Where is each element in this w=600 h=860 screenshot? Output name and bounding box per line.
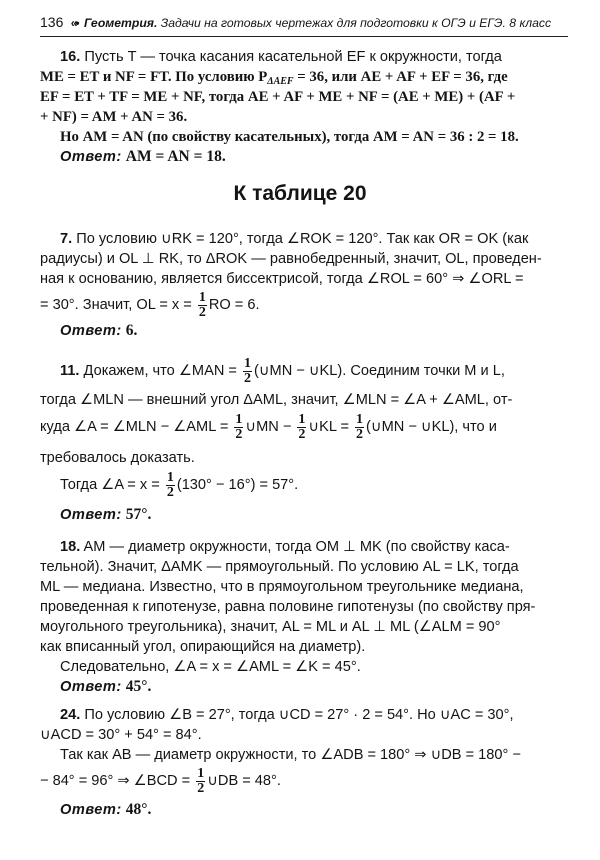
p7-line2: радиусы) и OL ⊥ RK, то ΔROK — равнобедренный, значит, OL, проведен- bbox=[40, 251, 542, 267]
problem-number: 16. bbox=[60, 49, 81, 65]
problem-number: 24. bbox=[60, 707, 81, 723]
p24-line3: Так как AB — диаметр окружности, то ∠ADB = 180° ⇒ ∪DB = 180° − bbox=[60, 747, 521, 763]
fraction: $\frac{1}{2}$ bbox=[197, 765, 205, 796]
fraction: $\frac{1}{2}$ bbox=[244, 355, 251, 386]
p18-answer: Ответ: 45°. bbox=[60, 678, 152, 695]
p16-line2: ME = ET и NF = FT. По условию $P_{\Delta AEF} = 36$, или AE + AF + EF = 36, где bbox=[40, 69, 508, 87]
p18-line1: 18. AM — диаметр окружности, тогда OM ⊥ MK (по свойству каса- bbox=[60, 539, 510, 555]
page-header bbox=[40, 14, 568, 37]
p18-line7: Следовательно, ∠A = x = ∠AML = ∠K = 45°. bbox=[60, 659, 361, 675]
fraction: $\frac{1}{2}$ bbox=[235, 411, 243, 442]
p24-answer: Ответ: 48°. bbox=[60, 801, 152, 818]
p18-line3: ML — медиана. Известно, что в прямоугольном треугольнике медиана, bbox=[40, 579, 524, 595]
p7-line1: 7. По условию ∪RK = 120°, тогда ∠ROK = 120°. Так как OR = OK (как bbox=[60, 231, 529, 247]
p24-line2: ∪ACD = 30° + 54° = 84°. bbox=[40, 727, 202, 743]
p7-line4: = 30°. Значит, OL = x = $\frac{1}{2}$ RO = 6. bbox=[40, 289, 260, 320]
p18-line4: проведенная к гипотенузе, равна половине гипотенузы (по свойству пря- bbox=[40, 599, 536, 615]
p16-line3: EF = ET + TF = ME + NF, тогда AE + AF + ME + NF = (AE + ME) + (AF + bbox=[40, 89, 516, 105]
p11-line2: тогда ∠MLN — внешний угол ΔAML, значит, ∠MLN = ∠A + ∠AML, от- bbox=[40, 392, 513, 408]
p24-line4: − 84° = 96° ⇒ ∠BCD = $\frac{1}{2}$ ∪DB = 48°. bbox=[40, 765, 281, 796]
fraction: $\frac{1}{2}$ bbox=[198, 289, 206, 320]
problem-number: 18. bbox=[60, 539, 81, 555]
p11-line3: куда ∠A = ∠MLN − ∠AML = $\frac{1}{2}$ ∪MN − $\frac{1}{2}$ ∪KL = $\frac{1}{2}$ (∪MN − ∪KL), что и bbox=[40, 411, 497, 442]
p7-line3: ная к основанию, является биссектрисой, тогда ∠ROL = 60° ⇒ ∠ORL = bbox=[40, 271, 524, 287]
p24-line1: 24. По условию ∠B = 27°, тогда ∪CD = 27° · 2 = 54°. Но ∪AC = 30°, bbox=[60, 707, 514, 723]
header-arrows: «• bbox=[70, 16, 78, 30]
p16-answer: Ответ: AM = AN = 18. bbox=[60, 148, 226, 165]
p11-line4: требовалось доказать. bbox=[40, 450, 195, 466]
p16-line4: + NF) = AM + AN = 36. bbox=[40, 109, 188, 125]
problem-number: 7. bbox=[60, 231, 73, 247]
p11-answer: Ответ: 57°. bbox=[60, 506, 152, 523]
p18-line2: тельной). Значит, ΔAMK — прямоугольный. По условию AL = LK, тогда bbox=[40, 559, 519, 575]
fraction: $\frac{1}{2}$ bbox=[166, 469, 174, 500]
problem-number: 11. bbox=[60, 363, 80, 379]
p16-line1: 16. Пусть T — точка касания касательной EF к окружности, тогда bbox=[60, 49, 502, 65]
p16-line5: Но AM = AN (по свойству касательных), тогда AM = AN = 36 : 2 = 18. bbox=[60, 129, 519, 145]
p18-line5: моугольного треугольника), значит, AL = ML и AL ⊥ ML (∠ALM = 90° bbox=[40, 619, 501, 635]
p11-line5: Тогда ∠A = x = $\frac{1}{2}$ (130° − 16°) = 57°. bbox=[60, 469, 299, 500]
page-number: 136 bbox=[40, 14, 64, 30]
fraction: $\frac{1}{2}$ bbox=[356, 411, 364, 442]
fraction: $\frac{1}{2}$ bbox=[298, 411, 306, 442]
section-title: К таблице 20 bbox=[233, 182, 367, 205]
p11-line1: 11. Докажем, что ∠MAN = $\frac{1}{2}$ (∪MN − ∪KL). Соединим точки M и L, bbox=[60, 355, 505, 386]
p18-line6: как вписанный угол, опирающийся на диаметр). bbox=[40, 639, 366, 655]
book-subtitle: Задачи на готовых чертежах для подготовки к ОГЭ и ЕГЭ. 8 класс bbox=[160, 16, 552, 30]
book-title: Геометрия. bbox=[84, 16, 158, 30]
p7-answer: Ответ: 6. bbox=[60, 322, 138, 339]
